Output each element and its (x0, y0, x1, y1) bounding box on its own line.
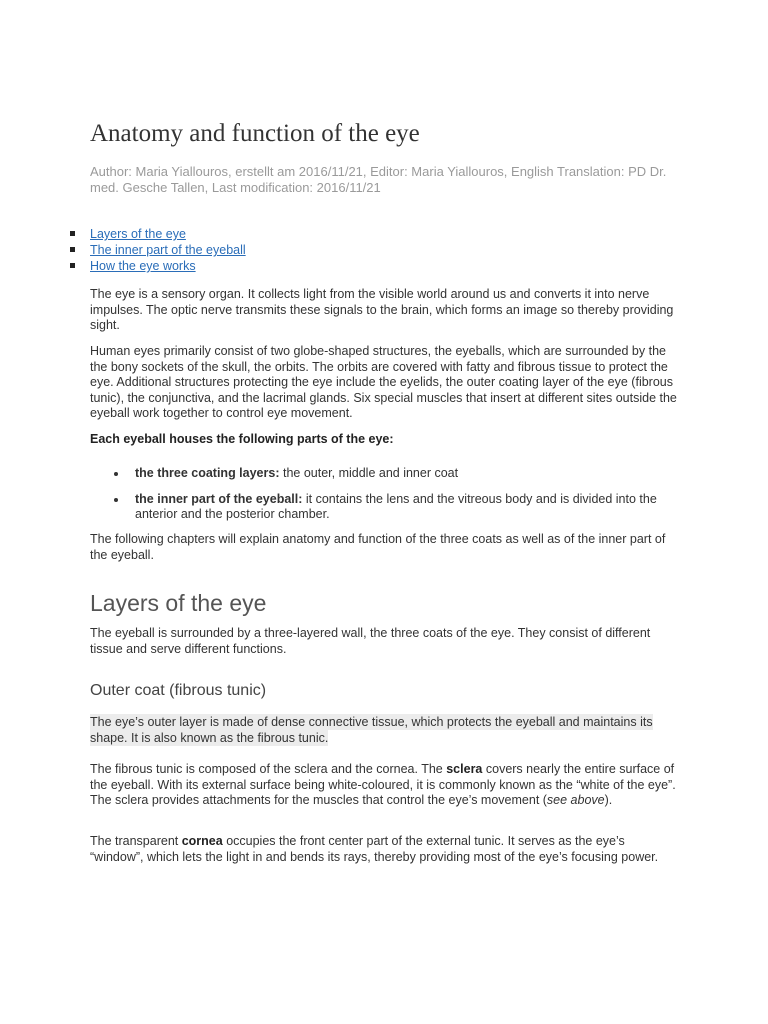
see-above-note: see above (546, 793, 605, 807)
bullet-dot-icon (114, 472, 118, 476)
toc-link-how-eye-works[interactable]: How the eye works (90, 259, 196, 273)
bullet-dot-icon (114, 498, 118, 502)
toc-item (68, 258, 246, 274)
toc-link-inner-part[interactable]: The inner part of the eyeball (90, 243, 246, 257)
sclera-text-a: The fibrous tunic is composed of the sclera and the cornea. The (90, 762, 447, 776)
parts-heading-text: Each eyeball houses the following parts of the eye: (90, 432, 394, 446)
layers-paragraph-1: The eyeball is surrounded by a three-layered wall, the three coats of the eye. They consist of different tissue and serve different functions. (90, 626, 651, 656)
intro-paragraph-1: The eye is a sensory organ. It collects light from the visible world around us and converts it into nerve impulses. The optic nerve transmits these signals to the brain, which forms an image so thereby providing sight. (90, 287, 674, 332)
sclera-text-b: covers nearly the entire surface of the eyeball. With its external surface being white-coloured, it is commonly known as the “white of the eye”. The sclera provides attachments for the muscles that control the eye’s movement ( (90, 762, 676, 807)
sclera-paragraph (90, 762, 680, 809)
cornea-term: cornea (181, 834, 223, 848)
list-item-text: it contains the lens and the vitreous body and is divided into the anterior and the posterior chamber. (135, 491, 657, 521)
cornea-paragraph (90, 834, 680, 865)
table-of-contents (68, 226, 246, 274)
toc-link-layers[interactable]: Layers of the eye (90, 227, 186, 241)
list-item (90, 466, 680, 482)
list-item-text: the outer, middle and inner coat (279, 466, 459, 480)
outer-coat-summary (90, 715, 680, 746)
parts-list (90, 466, 680, 523)
list-item (90, 492, 680, 523)
sclera-term: sclera (446, 762, 483, 776)
intro-paragraph-2: Human eyes primarily consist of two globe-shaped structures, the eyeballs, which are surrounded by the the bony sockets of the skull, the orbits. The orbits are covered with fatty and fibrous tissue to protect the eye. Additional structures protecting the eye include the eyelids, the outer coating layer of the eye (fibrous tunic), the conjunctiva, and the lacrimal glands. Six special muscles that insert at different sites outside the eyeball work together to control eye movement. (90, 344, 677, 420)
section-heading-layers: Layers of the eye (90, 590, 267, 616)
square-bullet-icon (70, 247, 75, 252)
toc-item (68, 242, 246, 258)
toc-item (68, 226, 246, 242)
cornea-text-a: The transparent (90, 834, 182, 848)
square-bullet-icon (70, 263, 75, 268)
list-item-term: the inner part of the eyeball: (135, 491, 303, 506)
author-meta: Author: Maria Yiallouros, erstellt am 2016/11/21, Editor: Maria Yiallouros, English Translation: PD Dr. med. Gesche Tallen, Last modification: 2016/11/21 (90, 164, 667, 195)
sclera-text-c: ). (604, 793, 613, 807)
intro-paragraph-3: The following chapters will explain anatomy and function of the three coats as well as of the inner part of the eyeball. (90, 532, 666, 562)
square-bullet-icon (70, 231, 75, 236)
subsection-heading-outer-coat: Outer coat (fibrous tunic) (90, 682, 267, 699)
cornea-text-b: occupies the front center part of the external tunic. It serves as the eye’s “window”, which lets the light in and bends its rays, thereby providing most of the eye’s focusing power. (90, 834, 659, 864)
parts-heading (90, 432, 680, 448)
page-title: Anatomy and function of the eye (90, 120, 420, 147)
list-item-term: the three coating layers: (135, 466, 280, 480)
highlighted-summary: The eye’s outer layer is made of dense connective tissue, which protects the eyeball and maintains its shape. It is also known as the fibrous tunic. (90, 715, 653, 745)
